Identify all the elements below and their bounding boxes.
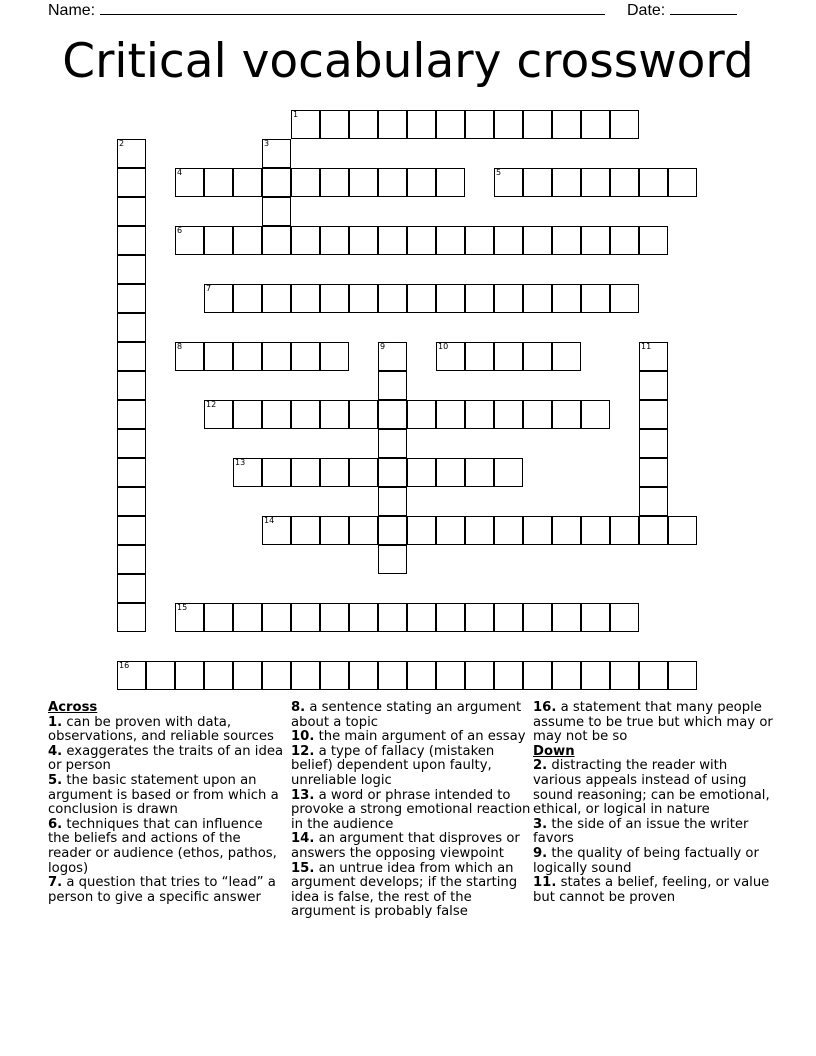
grid-cell[interactable] — [117, 255, 146, 284]
grid-cell[interactable] — [436, 458, 465, 487]
grid-cell[interactable] — [465, 226, 494, 255]
grid-cell[interactable] — [320, 603, 349, 632]
grid-cell[interactable] — [291, 661, 320, 690]
clue-down-11: 11. states a belief, feeling, or value but cannot be proven — [533, 875, 770, 905]
grid-cell[interactable] — [233, 226, 262, 255]
grid-cell[interactable] — [175, 603, 204, 632]
grid-cell[interactable] — [291, 168, 320, 197]
clue-number: 9 — [380, 342, 386, 351]
grid-cell[interactable] — [494, 458, 523, 487]
clue-number: 2 — [119, 139, 125, 148]
grid-cell[interactable] — [349, 226, 378, 255]
grid-cell[interactable] — [233, 458, 262, 487]
clue-number: 4 — [177, 168, 183, 177]
grid-cell[interactable] — [610, 168, 639, 197]
grid-cell[interactable] — [668, 168, 697, 197]
grid-cell[interactable] — [465, 342, 494, 371]
clue-across-4: 4. exaggerates the traits of an idea or person — [48, 743, 284, 774]
grid-cell[interactable] — [494, 400, 523, 429]
grid-cell[interactable] — [291, 110, 320, 139]
grid-cell[interactable] — [552, 516, 581, 545]
grid-cell[interactable] — [523, 661, 552, 690]
grid-cell[interactable] — [233, 400, 262, 429]
grid-cell[interactable] — [610, 661, 639, 690]
grid-cell[interactable] — [465, 603, 494, 632]
grid-cell[interactable] — [146, 661, 175, 690]
grid-cell[interactable] — [552, 110, 581, 139]
grid-cell[interactable] — [581, 284, 610, 313]
grid-cell[interactable] — [552, 226, 581, 255]
clue-number: 1 — [293, 110, 299, 119]
grid-cell[interactable] — [117, 197, 146, 226]
grid-cell[interactable] — [436, 342, 465, 371]
grid-cell[interactable] — [494, 168, 523, 197]
grid-cell[interactable] — [668, 516, 697, 545]
grid-cell[interactable] — [378, 400, 407, 429]
grid-cell[interactable] — [233, 342, 262, 371]
grid-cell[interactable] — [581, 226, 610, 255]
grid-cell[interactable] — [523, 516, 552, 545]
grid-cell[interactable] — [552, 284, 581, 313]
grid-cell[interactable] — [494, 661, 523, 690]
name-label: Name: — [48, 2, 96, 19]
grid-cell[interactable] — [262, 603, 291, 632]
grid-cell[interactable] — [494, 284, 523, 313]
grid-cell[interactable] — [523, 110, 552, 139]
grid-cell[interactable] — [204, 400, 233, 429]
grid-cell[interactable] — [262, 342, 291, 371]
grid-cell[interactable] — [233, 603, 262, 632]
grid-cell[interactable] — [552, 168, 581, 197]
grid-cell[interactable] — [581, 110, 610, 139]
grid-cell[interactable] — [523, 603, 552, 632]
clue-across-16: 16. a statement that many people assume to be true but which may or may not be so — [533, 700, 773, 745]
grid-cell[interactable] — [117, 487, 146, 516]
clue-across-13: 13. a word or phrase intended to provoke a strong emotional reaction in the audience — [291, 787, 531, 832]
grid-cell[interactable] — [407, 168, 436, 197]
grid-cell[interactable] — [204, 603, 233, 632]
grid-cell[interactable] — [639, 516, 668, 545]
grid-cell[interactable] — [117, 168, 146, 197]
grid-cell[interactable] — [291, 603, 320, 632]
grid-cell[interactable] — [407, 661, 436, 690]
grid-cell[interactable] — [436, 110, 465, 139]
grid-cell[interactable] — [523, 284, 552, 313]
clue-number: 16 — [119, 661, 130, 670]
clue-number: 15 — [177, 603, 188, 612]
grid-cell[interactable] — [117, 342, 146, 371]
grid-cell[interactable] — [233, 661, 262, 690]
grid-cell[interactable] — [320, 400, 349, 429]
clue-number: 6 — [177, 226, 183, 235]
grid-cell[interactable] — [639, 661, 668, 690]
down-heading: Down — [533, 743, 575, 759]
grid-cell[interactable] — [494, 110, 523, 139]
puzzle-title: Critical vocabulary crossword — [62, 34, 754, 89]
clue-number: 5 — [496, 168, 502, 177]
grid-cell[interactable] — [291, 400, 320, 429]
grid-cell[interactable] — [552, 603, 581, 632]
grid-cell[interactable] — [291, 458, 320, 487]
grid-cell[interactable] — [552, 400, 581, 429]
grid-cell[interactable] — [117, 574, 146, 603]
grid-cell[interactable] — [117, 661, 146, 690]
grid-cell[interactable] — [610, 226, 639, 255]
grid-cell[interactable] — [610, 284, 639, 313]
clue-down-3: 3. the side of an issue the writer favors — [533, 816, 749, 847]
grid-cell[interactable] — [436, 661, 465, 690]
grid-cell[interactable] — [349, 516, 378, 545]
grid-cell[interactable] — [407, 603, 436, 632]
grid-cell[interactable] — [407, 400, 436, 429]
grid-cell[interactable] — [494, 342, 523, 371]
grid-cell[interactable] — [552, 661, 581, 690]
clue-across-5: 5. the basic statement upon an argument is based or from which a conclusion is drawn — [48, 772, 279, 818]
grid-cell[interactable] — [378, 516, 407, 545]
across-heading: Across — [48, 700, 98, 715]
grid-cell[interactable] — [117, 429, 146, 458]
grid-cell[interactable] — [436, 168, 465, 197]
clue-across-1: 1. can be proven with data, observations, and reliable sources — [48, 714, 274, 745]
clue-across-6: 6. techniques that can influence the beliefs and actions of the reader or audience (ethos, pathos, logos) — [48, 816, 277, 876]
clue-down-9: 9. the quality of being factually or logically sound — [533, 845, 759, 876]
grid-cell[interactable] — [320, 661, 349, 690]
grid-cell[interactable] — [320, 458, 349, 487]
grid-cell[interactable] — [407, 516, 436, 545]
grid-cell[interactable] — [349, 661, 378, 690]
grid-cell[interactable] — [349, 603, 378, 632]
grid-cell[interactable] — [117, 400, 146, 429]
grid-cell[interactable] — [175, 168, 204, 197]
grid-cell[interactable] — [610, 603, 639, 632]
grid-cell[interactable] — [581, 400, 610, 429]
grid-cell[interactable] — [262, 284, 291, 313]
grid-cell[interactable] — [378, 487, 407, 516]
grid-cell[interactable] — [262, 661, 291, 690]
grid-cell[interactable] — [639, 168, 668, 197]
grid-cell[interactable] — [465, 110, 494, 139]
grid-cell[interactable] — [320, 168, 349, 197]
grid-cell[interactable] — [320, 110, 349, 139]
clues-column-1 — [48, 701, 288, 905]
grid-cell[interactable] — [117, 516, 146, 545]
grid-cell[interactable] — [436, 516, 465, 545]
grid-cell[interactable] — [552, 342, 581, 371]
grid-cell[interactable] — [204, 168, 233, 197]
grid-cell[interactable] — [639, 458, 668, 487]
grid-cell[interactable] — [407, 110, 436, 139]
grid-cell[interactable] — [465, 400, 494, 429]
grid-cell[interactable] — [262, 516, 291, 545]
grid-cell[interactable] — [436, 284, 465, 313]
grid-cell[interactable] — [378, 545, 407, 574]
grid-cell[interactable] — [639, 487, 668, 516]
grid-cell[interactable] — [204, 284, 233, 313]
grid-cell[interactable] — [581, 516, 610, 545]
clue-number: 3 — [264, 139, 270, 148]
grid-cell[interactable] — [117, 313, 146, 342]
grid-cell[interactable] — [523, 168, 552, 197]
grid-cell[interactable] — [465, 661, 494, 690]
grid-cell[interactable] — [291, 342, 320, 371]
grid-cell[interactable] — [175, 226, 204, 255]
grid-cell[interactable] — [436, 603, 465, 632]
clue-across-14: 14. an argument that disproves or answers the opposing viewpoint — [291, 831, 520, 861]
grid-cell[interactable] — [349, 400, 378, 429]
grid-cell[interactable] — [117, 458, 146, 487]
grid-cell[interactable] — [581, 661, 610, 690]
grid-cell[interactable] — [639, 400, 668, 429]
grid-cell[interactable] — [204, 226, 233, 255]
grid-cell[interactable] — [639, 429, 668, 458]
clues-column-3 — [533, 701, 773, 905]
grid-cell[interactable] — [465, 458, 494, 487]
clue-number: 7 — [206, 284, 212, 293]
grid-cell[interactable] — [117, 139, 146, 168]
clue-across-8: 8. a sentence stating an argument about a topic — [291, 700, 522, 730]
clue-across-12: 12. a type of fallacy (mistaken belief) dependent upon faulty, unreliable logic — [291, 743, 495, 788]
clue-number: 14 — [264, 516, 275, 525]
grid-cell[interactable] — [291, 516, 320, 545]
clue-down-2: 2. distracting the reader with various appeals instead of using sound reasoning; can be emotional, ethical, or logical in nature — [533, 758, 770, 818]
clue-across-10: 10. the main argument of an essay — [291, 729, 526, 745]
grid-cell[interactable] — [349, 458, 378, 487]
grid-cell[interactable] — [233, 168, 262, 197]
clue-number: 8 — [177, 342, 183, 351]
grid-cell[interactable] — [523, 342, 552, 371]
grid-cell[interactable] — [349, 284, 378, 313]
grid-cell[interactable] — [262, 139, 291, 168]
grid-cell[interactable] — [523, 400, 552, 429]
grid-cell[interactable] — [378, 342, 407, 371]
grid-cell[interactable] — [378, 226, 407, 255]
grid-cell[interactable] — [349, 168, 378, 197]
grid-cell[interactable] — [117, 545, 146, 574]
grid-cell[interactable] — [610, 516, 639, 545]
grid-cell[interactable] — [378, 110, 407, 139]
date-label: Date: — [627, 2, 666, 19]
clues-column-2 — [291, 701, 531, 920]
grid-cell[interactable] — [233, 284, 262, 313]
grid-cell[interactable] — [378, 661, 407, 690]
grid-cell[interactable] — [465, 284, 494, 313]
grid-cell[interactable] — [465, 516, 494, 545]
grid-cell[interactable] — [378, 429, 407, 458]
grid-cell[interactable] — [639, 342, 668, 371]
grid-cell[interactable] — [407, 458, 436, 487]
grid-cell[interactable] — [349, 110, 378, 139]
grid-cell[interactable] — [639, 226, 668, 255]
grid-cell[interactable] — [117, 284, 146, 313]
grid-cell[interactable] — [378, 168, 407, 197]
grid-cell[interactable] — [291, 284, 320, 313]
grid-cell[interactable] — [378, 371, 407, 400]
grid-cell[interactable] — [262, 458, 291, 487]
grid-cell[interactable] — [262, 226, 291, 255]
grid-cell[interactable] — [610, 110, 639, 139]
grid-cell[interactable] — [320, 284, 349, 313]
clue-number: 12 — [206, 400, 217, 409]
grid-cell[interactable] — [291, 226, 320, 255]
grid-cell[interactable] — [262, 197, 291, 226]
grid-cell[interactable] — [262, 168, 291, 197]
grid-cell[interactable] — [581, 168, 610, 197]
grid-cell[interactable] — [320, 226, 349, 255]
grid-cell[interactable] — [175, 661, 204, 690]
grid-cell[interactable] — [668, 661, 697, 690]
grid-cell[interactable] — [204, 661, 233, 690]
clue-number: 13 — [235, 458, 246, 467]
grid-cell[interactable] — [407, 284, 436, 313]
grid-cell[interactable] — [581, 603, 610, 632]
grid-cell[interactable] — [262, 400, 291, 429]
clue-number: 11 — [641, 342, 652, 351]
grid-cell[interactable] — [436, 226, 465, 255]
clue-across-7: 7. a question that tries to “lead” a person to give a specific answer — [48, 875, 276, 905]
grid-cell[interactable] — [320, 516, 349, 545]
clue-number: 10 — [438, 342, 449, 351]
grid-cell[interactable] — [523, 226, 552, 255]
grid-cell[interactable] — [378, 458, 407, 487]
grid-cell[interactable] — [494, 516, 523, 545]
clue-across-15: 15. an untrue idea from which an argument develops; if the starting idea is false, the rest of the argument is probably false — [291, 860, 518, 920]
grid-cell[interactable] — [204, 342, 233, 371]
grid-cell[interactable] — [117, 603, 146, 632]
grid-cell[interactable] — [378, 603, 407, 632]
grid-cell[interactable] — [639, 371, 668, 400]
grid-cell[interactable] — [117, 371, 146, 400]
grid-cell[interactable] — [494, 603, 523, 632]
grid-cell[interactable] — [117, 226, 146, 255]
grid-cell[interactable] — [320, 342, 349, 371]
grid-cell[interactable] — [436, 400, 465, 429]
grid-cell[interactable] — [407, 226, 436, 255]
grid-cell[interactable] — [494, 226, 523, 255]
grid-cell[interactable] — [378, 284, 407, 313]
grid-cell[interactable] — [175, 342, 204, 371]
